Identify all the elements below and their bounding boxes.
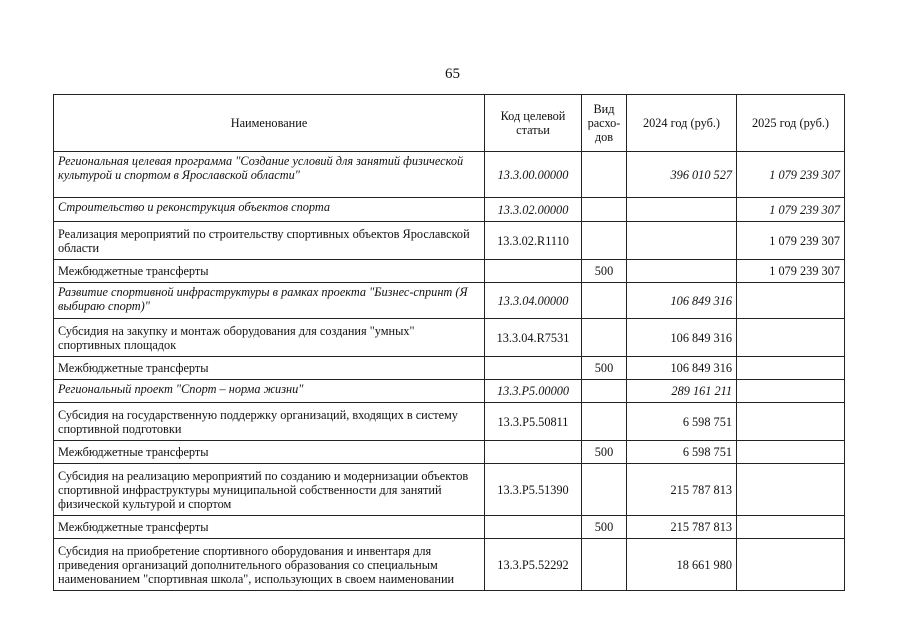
row-code-cell: 13.3.P5.52292 <box>485 539 582 591</box>
row-code-cell: 13.3.04.00000 <box>485 283 582 319</box>
table-header-row <box>54 95 845 152</box>
row-name-cell: Межбюджетные трансферты <box>54 357 485 380</box>
header-expense-type: Вид расхо-дов <box>582 95 627 152</box>
table-row <box>54 403 845 441</box>
table-row <box>54 516 845 539</box>
row-name-cell: Субсидия на приобретение спортивного оборудования и инвентаря для приведения организаций дополнительного образования со специальным наименованием "спортивная школа", использующих в своем наименовании <box>54 539 485 591</box>
row-amount-2024-cell: 106 849 316 <box>627 357 737 380</box>
row-amount-2025-cell: 1 079 239 307 <box>737 198 845 222</box>
row-name-cell: Реализация мероприятий по строительству спортивных объектов Ярославской области <box>54 222 485 260</box>
row-amount-2025-cell <box>737 357 845 380</box>
row-name-cell: Региональная целевая программа "Создание условий для занятий физической культурой и спортом в Ярославской области" <box>54 152 485 198</box>
table-row <box>54 464 845 516</box>
budget-table <box>53 94 845 591</box>
table-row <box>54 357 845 380</box>
row-name-cell: Развитие спортивной инфраструктуры в рамках проекта "Бизнес-спринт (Я выбираю спорт)" <box>54 283 485 319</box>
row-code-cell: 13.3.00.00000 <box>485 152 582 198</box>
row-amount-2024-cell <box>627 222 737 260</box>
row-amount-2024-cell <box>627 198 737 222</box>
row-amount-2025-cell <box>737 380 845 403</box>
row-expense-type-cell <box>582 380 627 403</box>
row-amount-2025-cell <box>737 403 845 441</box>
row-expense-type-cell <box>582 152 627 198</box>
table-row <box>54 380 845 403</box>
row-name-cell: Субсидия на закупку и монтаж оборудования для создания "умных" спортивных площадок <box>54 319 485 357</box>
table-row <box>54 222 845 260</box>
row-amount-2024-cell: 106 849 316 <box>627 319 737 357</box>
row-amount-2024-cell: 18 661 980 <box>627 539 737 591</box>
row-amount-2025-cell: 1 079 239 307 <box>737 222 845 260</box>
row-code-cell: 13.3.P5.50811 <box>485 403 582 441</box>
row-expense-type-cell: 500 <box>582 357 627 380</box>
row-code-cell: 13.3.02.00000 <box>485 198 582 222</box>
row-expense-type-cell: 500 <box>582 516 627 539</box>
row-expense-type-cell: 500 <box>582 441 627 464</box>
row-name-cell: Межбюджетные трансферты <box>54 516 485 539</box>
row-expense-type-cell <box>582 403 627 441</box>
header-year-2024: 2024 год (руб.) <box>627 95 737 152</box>
row-expense-type-cell <box>582 283 627 319</box>
row-amount-2025-cell: 1 079 239 307 <box>737 152 845 198</box>
row-amount-2025-cell <box>737 516 845 539</box>
row-amount-2024-cell: 215 787 813 <box>627 464 737 516</box>
row-code-cell <box>485 357 582 380</box>
row-name-cell: Межбюджетные трансферты <box>54 260 485 283</box>
table-body <box>54 152 845 591</box>
row-expense-type-cell <box>582 539 627 591</box>
table-row <box>54 283 845 319</box>
row-amount-2025-cell <box>737 464 845 516</box>
row-code-cell: 13.3.P5.00000 <box>485 380 582 403</box>
row-amount-2024-cell: 6 598 751 <box>627 403 737 441</box>
row-amount-2024-cell: 289 161 211 <box>627 380 737 403</box>
row-amount-2024-cell: 106 849 316 <box>627 283 737 319</box>
row-name-cell: Строительство и реконструкция объектов спорта <box>54 198 485 222</box>
row-code-cell: 13.3.P5.51390 <box>485 464 582 516</box>
row-expense-type-cell: 500 <box>582 260 627 283</box>
header-code: Код целевой статьи <box>485 95 582 152</box>
row-amount-2024-cell <box>627 260 737 283</box>
row-code-cell <box>485 516 582 539</box>
row-code-cell <box>485 441 582 464</box>
row-name-cell: Межбюджетные трансферты <box>54 441 485 464</box>
row-expense-type-cell <box>582 222 627 260</box>
table-row <box>54 152 845 198</box>
header-year-2025: 2025 год (руб.) <box>737 95 845 152</box>
row-code-cell <box>485 260 582 283</box>
row-code-cell: 13.3.04.R7531 <box>485 319 582 357</box>
row-amount-2024-cell: 6 598 751 <box>627 441 737 464</box>
row-code-cell: 13.3.02.R1110 <box>485 222 582 260</box>
table-row <box>54 539 845 591</box>
table-row <box>54 319 845 357</box>
row-expense-type-cell <box>582 198 627 222</box>
row-amount-2025-cell <box>737 319 845 357</box>
row-name-cell: Субсидия на государственную поддержку организаций, входящих в систему спортивной подготовки <box>54 403 485 441</box>
row-amount-2025-cell <box>737 441 845 464</box>
row-expense-type-cell <box>582 464 627 516</box>
row-expense-type-cell <box>582 319 627 357</box>
row-name-cell: Субсидия на реализацию мероприятий по созданию и модернизации объектов спортивной инфраструктуры муниципальной собственности для занятий физической культурой и спортом <box>54 464 485 516</box>
table-row <box>54 441 845 464</box>
row-amount-2025-cell <box>737 539 845 591</box>
page-number: 65 <box>445 66 460 82</box>
header-name: Наименование <box>54 95 485 152</box>
row-amount-2025-cell <box>737 283 845 319</box>
row-amount-2025-cell: 1 079 239 307 <box>737 260 845 283</box>
row-amount-2024-cell: 396 010 527 <box>627 152 737 198</box>
table-row <box>54 198 845 222</box>
row-name-cell: Региональный проект "Спорт – норма жизни" <box>54 380 485 403</box>
row-amount-2024-cell: 215 787 813 <box>627 516 737 539</box>
table-row <box>54 260 845 283</box>
